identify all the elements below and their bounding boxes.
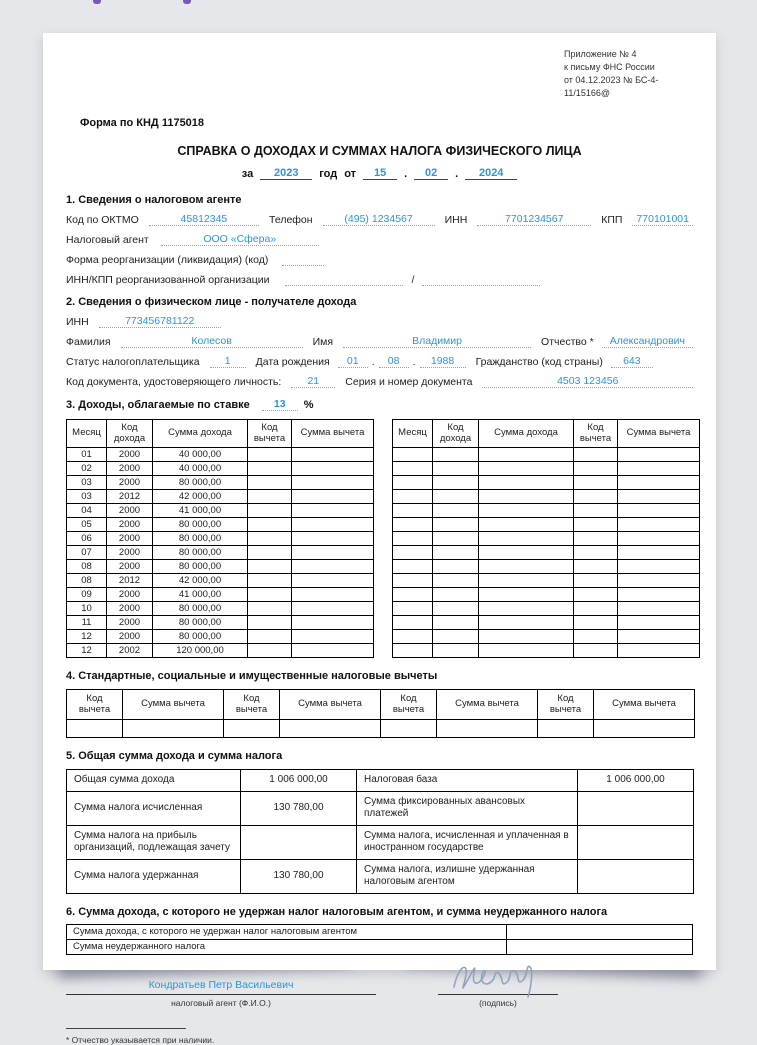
cutoff-purple-text-fragment: [183, 0, 191, 4]
unwithheld-tax-label: Сумма неудержанного налога: [67, 939, 507, 954]
fixed-advance-value: [578, 791, 694, 825]
income-column-header: Сумма вычета: [618, 420, 700, 448]
income-row: 12 2000 80 000,00: [67, 630, 374, 644]
agent-inn-value: 7701234567: [477, 213, 591, 226]
totals-row: [67, 770, 694, 792]
report-period-line: [66, 167, 693, 180]
appendix-line-2: к письму ФНС России: [564, 62, 655, 73]
document-page: [43, 33, 716, 1045]
fixed-advance-label: Сумма фиксированных авансовых платежей: [357, 791, 578, 825]
cutoff-purple-text-fragment: [93, 0, 101, 4]
reorg-form-label: Форма реорганизации (ликвидация) (код): [66, 254, 269, 267]
person-document-row: [66, 375, 693, 388]
foreign-tax-label: Сумма налога, исчисленная и уплаченная в иностранном государстве: [357, 825, 578, 859]
year-word-label: год: [319, 168, 338, 181]
section3-heading: 3. Доходы, облагаемые по ставке: [66, 399, 250, 412]
signature-field: [438, 979, 558, 1008]
income-empty-row: [393, 518, 700, 532]
profit-tax-offset-value: [241, 825, 357, 859]
deduction-code-column: Код вычета: [67, 690, 123, 720]
reorg-inn-value: [285, 273, 403, 286]
income-empty-row: [393, 462, 700, 476]
doc-series-label: Серия и номер документа: [345, 376, 473, 389]
surname-value: Колесов: [121, 335, 303, 348]
income-table-left-header: [67, 420, 374, 448]
tax-base-value: 1 006 000,00: [578, 770, 694, 792]
total-income-value: 1 006 000,00: [241, 770, 357, 792]
person-status-row: [66, 355, 693, 368]
citizenship-value: 643: [611, 355, 653, 368]
unwithheld-income-value: [507, 924, 693, 939]
id-doc-code-label: Код документа, удостоверяющего личность:: [66, 376, 282, 389]
tax-withheld-label: Сумма налога удержанная: [67, 859, 241, 893]
agent-codes-row: [66, 213, 693, 226]
deduction-code-column: Код вычета: [538, 690, 594, 720]
income-empty-row: [393, 560, 700, 574]
income-empty-row: [393, 490, 700, 504]
birth-month-value: 08: [379, 355, 409, 368]
foreign-tax-value: [578, 825, 694, 859]
agent-fio-value: Кондратьев Петр Васильевич: [66, 979, 376, 995]
doc-series-value: 4503 123456: [482, 375, 693, 388]
income-column-header: Сумма дохода: [479, 420, 574, 448]
section4-heading: 4. Стандартные, социальные и имущественные налоговые вычеты: [66, 670, 438, 683]
income-row: 01 2000 40 000,00: [67, 448, 374, 462]
citizenship-label: Гражданство (код страны): [475, 356, 603, 369]
profit-tax-offset-label: Сумма налога на прибыль организаций, подлежащая зачету: [67, 825, 241, 859]
deduction-code-column: Код вычета: [381, 690, 437, 720]
income-table-left: [66, 419, 374, 658]
income-column-header: Месяц: [67, 420, 107, 448]
deductions-table: [66, 689, 695, 738]
totals-row: [67, 825, 694, 859]
person-inn-value: 773456781122: [99, 315, 221, 328]
income-row: 06 2000 80 000,00: [67, 532, 374, 546]
total-income-label: Общая сумма дохода: [67, 770, 241, 792]
income-column-header: Код вычета: [574, 420, 618, 448]
reorg-inn-kpp-row: [66, 273, 693, 286]
unwithheld-row: [67, 924, 693, 939]
taxpayer-status-label: Статус налогоплательщика: [66, 356, 200, 369]
income-table-right: [392, 419, 700, 658]
tax-withheld-value: 130 780,00: [241, 859, 357, 893]
report-year-value: 2023: [260, 167, 312, 180]
document-title: СПРАВКА О ДОХОДАХ И СУММАХ НАЛОГА ФИЗИЧЕСКОГО ЛИЦА: [177, 144, 582, 159]
income-empty-row: [393, 588, 700, 602]
deduction-code-column: Код вычета: [224, 690, 280, 720]
firstname-label: Имя: [312, 336, 334, 349]
income-empty-row: [393, 574, 700, 588]
issue-day-value: 15: [363, 167, 397, 180]
deductions-empty-row: [67, 720, 695, 738]
birth-year-value: 1988: [420, 355, 466, 368]
unwithheld-income-label: Сумма дохода, с которого не удержан налог налоговым агентом: [67, 924, 507, 939]
unwithheld-table: [66, 924, 693, 955]
income-row: 07 2000 80 000,00: [67, 546, 374, 560]
unwithheld-row: [67, 939, 693, 954]
income-empty-row: [393, 476, 700, 490]
income-empty-row: [393, 616, 700, 630]
income-column-header: Сумма вычета: [292, 420, 374, 448]
income-row: 03 2012 42 000,00: [67, 490, 374, 504]
income-row: 04 2000 41 000,00: [67, 504, 374, 518]
date-dot: .: [371, 356, 375, 369]
deductions-table-header: [67, 690, 695, 720]
unwithheld-tax-value: [507, 939, 693, 954]
income-row: 09 2000 41 000,00: [67, 588, 374, 602]
income-row: 08 2012 42 000,00: [67, 574, 374, 588]
agent-name-value: ООО «Сфера»: [161, 233, 319, 246]
oktmo-value: 45812345: [149, 213, 259, 226]
income-column-header: Код дохода: [433, 420, 479, 448]
appendix-line-3: от 04.12.2023 № БС-4-11/15166@: [564, 75, 659, 99]
income-table-right-header: [393, 420, 700, 448]
footnote-divider: [66, 1028, 186, 1029]
income-row: 02 2000 40 000,00: [67, 462, 374, 476]
signature-block: [66, 979, 693, 1008]
income-row: 03 2000 80 000,00: [67, 476, 374, 490]
firstname-value: Владимир: [343, 335, 531, 348]
person-fio-row: [66, 335, 693, 348]
income-row: 05 2000 80 000,00: [67, 518, 374, 532]
income-empty-row: [393, 644, 700, 658]
deduction-sum-column: Сумма вычета: [437, 690, 538, 720]
issue-year-value: 2024: [465, 167, 517, 180]
income-empty-row: [393, 602, 700, 616]
excess-withheld-label: Сумма налога, излишне удержанная налоговым агентом: [357, 859, 578, 893]
kpp-value: 770101001: [632, 213, 693, 226]
birth-date-label: Дата рождения: [255, 356, 330, 369]
income-empty-row: [393, 630, 700, 644]
section2-heading: 2. Сведения о физическом лице - получателе дохода: [66, 296, 357, 309]
deduction-sum-column: Сумма вычета: [280, 690, 381, 720]
reorg-form-value: [282, 253, 324, 266]
oktmo-label: Код по ОКТМО: [66, 214, 139, 227]
signature-line: [438, 979, 558, 995]
person-inn-label: ИНН: [66, 316, 89, 329]
id-doc-code-value: 21: [291, 375, 335, 388]
person-inn-row: [66, 315, 693, 328]
from-label: от: [344, 168, 357, 181]
income-column-header: Месяц: [393, 420, 433, 448]
section6-heading: 6. Сумма дохода, с которого не удержан налог налоговым агентом, и сумма неудержанного налога: [66, 905, 608, 918]
footnote-text: * Отчество указывается при наличии.: [66, 1034, 215, 1045]
tax-base-label: Налоговая база: [357, 770, 578, 792]
tax-calculated-value: 130 780,00: [241, 791, 357, 825]
income-empty-row: [393, 448, 700, 462]
income-empty-row: [393, 532, 700, 546]
income-empty-row: [393, 546, 700, 560]
patronymic-value: Александрович: [602, 335, 693, 348]
section1-heading: 1. Сведения о налоговом агенте: [66, 194, 242, 207]
totals-row: [67, 791, 694, 825]
slash-separator: /: [411, 274, 415, 287]
income-column-header: Сумма дохода: [153, 420, 248, 448]
birth-day-value: 01: [338, 355, 368, 368]
excess-withheld-value: [578, 859, 694, 893]
income-row: 08 2000 80 000,00: [67, 560, 374, 574]
appendix-note: [564, 48, 693, 100]
agent-inn-label: ИНН: [444, 214, 468, 227]
income-row: 10 2000 80 000,00: [67, 602, 374, 616]
agent-fio-block: [66, 979, 376, 1008]
income-row: 11 2000 80 000,00: [67, 616, 374, 630]
income-row: 12 2002 120 000,00: [67, 644, 374, 658]
date-dot: .: [412, 356, 416, 369]
patronymic-label: Отчество *: [541, 336, 594, 349]
reorg-kpp-value: [422, 273, 540, 286]
tax-rate-value: 13: [262, 398, 298, 411]
signature-caption: (подпись): [479, 997, 517, 1008]
income-table-empty-body: [393, 448, 700, 658]
income-tables: [66, 419, 693, 658]
issue-month-value: 02: [414, 167, 448, 180]
date-dot: .: [404, 168, 408, 181]
reorg-form-row: [66, 253, 693, 266]
totals-row: [67, 859, 694, 893]
agent-name-label: Налоговый агент: [66, 234, 149, 247]
income-table-body: [67, 448, 374, 658]
agent-name-row: [66, 233, 693, 246]
date-dot: .: [455, 168, 459, 181]
totals-table: [66, 769, 694, 894]
reorg-inn-kpp-label: ИНН/КПП реорганизованной организации: [66, 274, 270, 287]
appendix-line-1: Приложение № 4: [564, 49, 637, 59]
surname-label: Фамилия: [66, 336, 111, 349]
tax-calculated-label: Сумма налога исчисленная: [67, 791, 241, 825]
income-empty-row: [393, 504, 700, 518]
phone-label: Телефон: [269, 214, 313, 227]
percent-sign: %: [303, 399, 314, 412]
kpp-label: КПП: [601, 214, 623, 227]
deduction-sum-column: Сумма вычета: [594, 690, 695, 720]
taxpayer-status-value: 1: [210, 355, 246, 368]
deduction-sum-column: Сумма вычета: [123, 690, 224, 720]
section5-heading: 5. Общая сумма дохода и сумма налога: [66, 750, 283, 763]
section3-heading-row: [66, 398, 693, 411]
form-code: Форма по КНД 1175018: [80, 117, 205, 130]
income-column-header: Код вычета: [248, 420, 292, 448]
agent-fio-caption: налоговый агент (Ф.И.О.): [171, 997, 271, 1008]
income-column-header: Код дохода: [107, 420, 153, 448]
year-prefix-label: за: [241, 168, 254, 181]
phone-value: (495) 1234567: [323, 213, 435, 226]
